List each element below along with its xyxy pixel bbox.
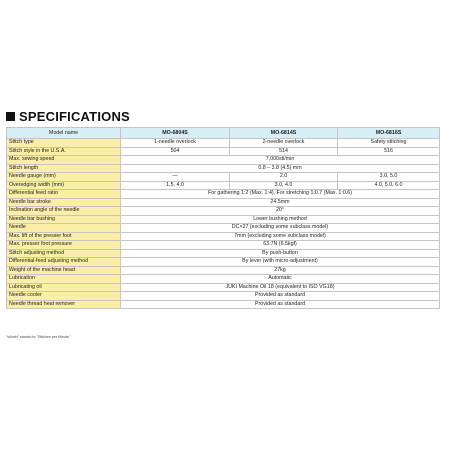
row-label: Needle bar bushing bbox=[7, 215, 121, 224]
row-cell-span: DC×27 (excluding some subclass model) bbox=[121, 224, 440, 233]
row-label: Needle cooler bbox=[7, 292, 121, 301]
row-label: Stitch style in the U.S.A. bbox=[7, 147, 121, 156]
section-heading bbox=[6, 109, 130, 124]
table-row bbox=[7, 300, 440, 309]
header-model-3: MO-6816S bbox=[338, 128, 440, 139]
row-cell-span: Automatic bbox=[121, 275, 440, 284]
row-label: Weight of the machine head bbox=[7, 266, 121, 275]
row-cell-span: 7,000sti/min bbox=[121, 156, 440, 165]
table-row bbox=[7, 198, 440, 207]
row-label: Needle thread heat remover bbox=[7, 300, 121, 309]
table-row bbox=[7, 156, 440, 165]
row-label: Stitch type bbox=[7, 139, 121, 148]
row-cell-span: For gathering 1:2 (Max. 1:4), For stretching 1:0.7 (Max. 1:0.6) bbox=[121, 190, 440, 199]
row-cell-span: 7mm (excluding some subclass model) bbox=[121, 232, 440, 241]
table-row bbox=[7, 215, 440, 224]
row-cell-span: By lever (with micro-adjustment) bbox=[121, 258, 440, 267]
table-row bbox=[7, 232, 440, 241]
table-row bbox=[7, 164, 440, 173]
table-row bbox=[7, 181, 440, 190]
row-label: Differential feed ratio bbox=[7, 190, 121, 199]
row-cell: 4.0, 5.0, 6.0 bbox=[338, 181, 440, 190]
row-cell-span: 24.5mm bbox=[121, 198, 440, 207]
table-row bbox=[7, 266, 440, 275]
row-cell-span: 63.7N (6.5kgf) bbox=[121, 241, 440, 250]
table-row bbox=[7, 139, 440, 148]
row-label: Max. lift of the presser foot bbox=[7, 232, 121, 241]
row-cell: 516 bbox=[338, 147, 440, 156]
table-body bbox=[7, 139, 440, 309]
row-cell-span: 0.8 – 3.8 (4.5) mm bbox=[121, 164, 440, 173]
row-cell-span: Provided as standard bbox=[121, 300, 440, 309]
row-label: Max. presser foot pressure bbox=[7, 241, 121, 250]
row-cell: 514 bbox=[230, 147, 338, 156]
table-header-row bbox=[7, 128, 440, 139]
table-row bbox=[7, 241, 440, 250]
header-model-1: MO-6804S bbox=[121, 128, 230, 139]
row-cell-span: Provided as standard bbox=[121, 292, 440, 301]
header-model-name: Model name bbox=[7, 128, 121, 139]
row-cell: 3.0, 5.0 bbox=[338, 173, 440, 182]
row-label: Lubricating oil bbox=[7, 283, 121, 292]
row-cell: 2.0 bbox=[230, 173, 338, 182]
row-cell-span: JUKI Machine Oil 18 (equivalent to ISO VG18) bbox=[121, 283, 440, 292]
heading-square-icon bbox=[6, 112, 15, 121]
row-cell: 504 bbox=[121, 147, 230, 156]
table-row bbox=[7, 207, 440, 216]
row-cell-span: 20° bbox=[121, 207, 440, 216]
table-row bbox=[7, 224, 440, 233]
row-label: Differential-feed adjusting method bbox=[7, 258, 121, 267]
header-model-2: MO-6814S bbox=[230, 128, 338, 139]
row-label: Needle gauge (mm) bbox=[7, 173, 121, 182]
table-row bbox=[7, 249, 440, 258]
row-cell: 1-needle overlock bbox=[121, 139, 230, 148]
table-row bbox=[7, 275, 440, 284]
row-cell: 1.5, 4.0 bbox=[121, 181, 230, 190]
footnote: "sti/min" stands for "Stitches per Minute." bbox=[6, 335, 72, 339]
row-label: Max. sewing speed bbox=[7, 156, 121, 165]
row-cell: 2-needle overlock bbox=[230, 139, 338, 148]
row-label: Lubrication bbox=[7, 275, 121, 284]
table-row bbox=[7, 190, 440, 199]
row-label: Inclination angle of the needle bbox=[7, 207, 121, 216]
specifications-table bbox=[6, 127, 440, 309]
table-row bbox=[7, 283, 440, 292]
row-cell: Safety stitching bbox=[338, 139, 440, 148]
row-cell: — bbox=[121, 173, 230, 182]
row-cell-span: 27kg bbox=[121, 266, 440, 275]
heading-title: SPECIFICATIONS bbox=[19, 109, 130, 124]
row-label: Overedging width (mm) bbox=[7, 181, 121, 190]
row-cell: 3.0, 4.0 bbox=[230, 181, 338, 190]
table-row bbox=[7, 147, 440, 156]
row-label: Stitch adjusting method bbox=[7, 249, 121, 258]
row-cell-span: By push-button bbox=[121, 249, 440, 258]
row-label: Needle bar stroke bbox=[7, 198, 121, 207]
table-row bbox=[7, 258, 440, 267]
row-cell-span: Lower bushing method bbox=[121, 215, 440, 224]
row-label: Stitch length bbox=[7, 164, 121, 173]
row-label: Needle bbox=[7, 224, 121, 233]
table-row bbox=[7, 173, 440, 182]
table-row bbox=[7, 292, 440, 301]
